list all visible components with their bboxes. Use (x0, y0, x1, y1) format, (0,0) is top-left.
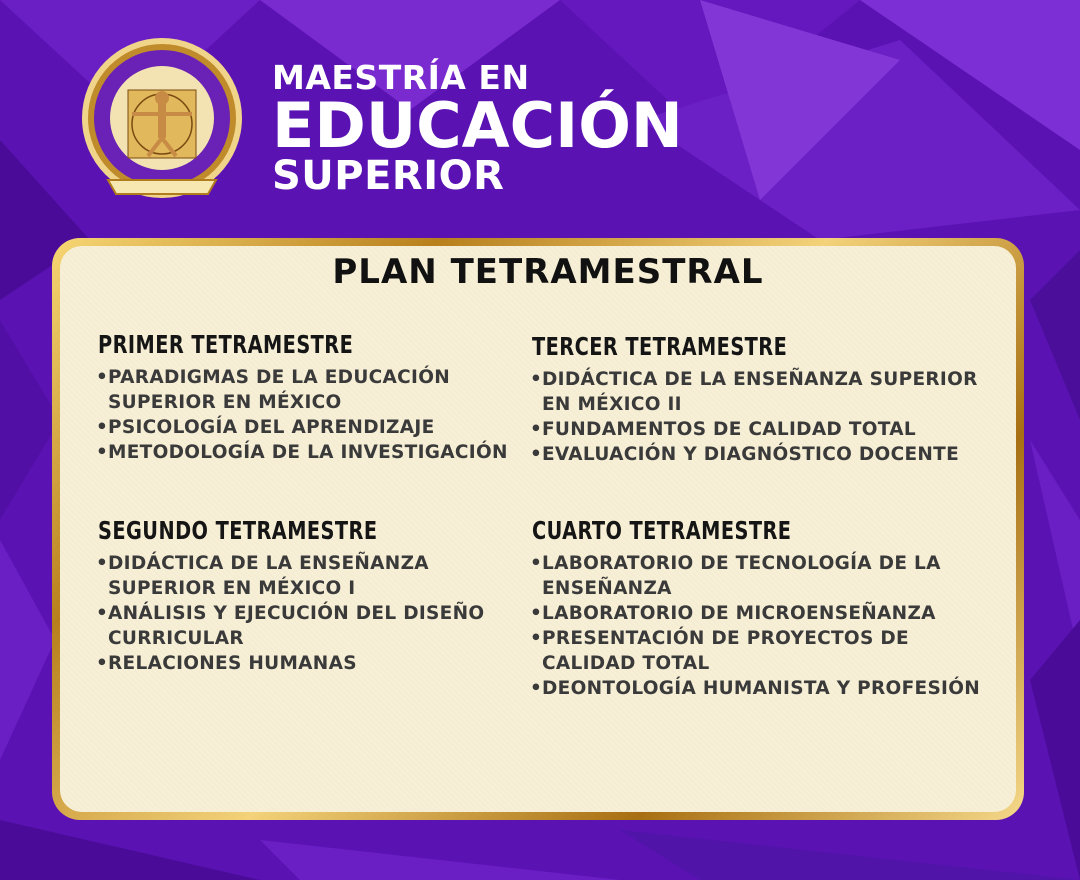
bullet-icon: • (530, 678, 543, 699)
bullet-icon: • (530, 628, 543, 649)
list-item (96, 365, 526, 415)
term-title: TERCER TETRAMESTRE (532, 332, 788, 361)
bullet-icon: • (96, 653, 109, 674)
list-item (530, 601, 1000, 626)
bullet-icon: • (96, 417, 109, 438)
course-name: METODOLOGÍA DE LA INVESTIGACIÓN (108, 442, 508, 463)
bullet-icon: • (530, 553, 543, 574)
list-item (530, 417, 1000, 442)
list-item (96, 440, 526, 465)
list-item (530, 676, 1000, 701)
term-title: CUARTO TETRAMESTRE (532, 516, 792, 545)
bullet-icon: • (96, 553, 109, 574)
term-cuarto (530, 516, 1000, 701)
course-name: DIDÁCTICA DE LA ENSEÑANZA SUPERIOR EN MÉXICO II (542, 369, 978, 415)
list-item (96, 415, 526, 440)
term-title: SEGUNDO TETRAMESTRE (98, 516, 378, 545)
program-title (272, 58, 683, 198)
title-line-1: MAESTRÍA EN (272, 58, 530, 97)
list-item (96, 651, 526, 676)
title-line-2: EDUCACIÓN (272, 89, 683, 162)
bullet-icon: • (530, 444, 543, 465)
course-name: PSICOLOGÍA DEL APRENDIZAJE (108, 417, 435, 438)
course-name: LABORATORIO DE MICROENSEÑANZA (542, 603, 936, 624)
course-name: LABORATORIO DE TECNOLOGÍA DE LA ENSEÑANZA (542, 553, 941, 599)
bullet-icon: • (96, 603, 109, 624)
list-item (530, 367, 1000, 417)
term-primer (96, 330, 526, 465)
list-item (530, 551, 1000, 601)
course-name: EVALUACIÓN Y DIAGNÓSTICO DOCENTE (542, 444, 960, 465)
course-name: FUNDAMENTOS DE CALIDAD TOTAL (542, 419, 916, 440)
bullet-icon: • (530, 369, 543, 390)
course-name: DIDÁCTICA DE LA ENSEÑANZA SUPERIOR EN MÉXICO I (108, 553, 429, 599)
bullet-icon: • (96, 367, 109, 388)
term-segundo (96, 516, 526, 676)
course-name: RELACIONES HUMANAS (108, 653, 357, 674)
course-name: PRESENTACIÓN DE PROYECTOS DE CALIDAD TOTAL (542, 628, 909, 674)
bullet-icon: • (530, 419, 543, 440)
course-name: ANÁLISIS Y EJECUCIÓN DEL DISEÑO CURRICULAR (108, 603, 485, 649)
list-item (530, 626, 1000, 676)
list-item (530, 442, 1000, 467)
bullet-icon: • (96, 442, 109, 463)
term-tercer (530, 332, 1000, 467)
term-title: PRIMER TETRAMESTRE (98, 330, 354, 359)
list-item (96, 551, 526, 601)
bullet-icon: • (530, 603, 543, 624)
title-line-3: SUPERIOR (272, 153, 505, 199)
list-item (96, 601, 526, 651)
plan-title: PLAN TETRAMESTRAL (332, 252, 764, 292)
course-name: PARADIGMAS DE LA EDUCACIÓN SUPERIOR EN MÉXICO (108, 367, 451, 413)
course-name: DEONTOLOGÍA HUMANISTA Y PROFESIÓN (542, 678, 981, 699)
university-seal-logo (78, 34, 246, 206)
